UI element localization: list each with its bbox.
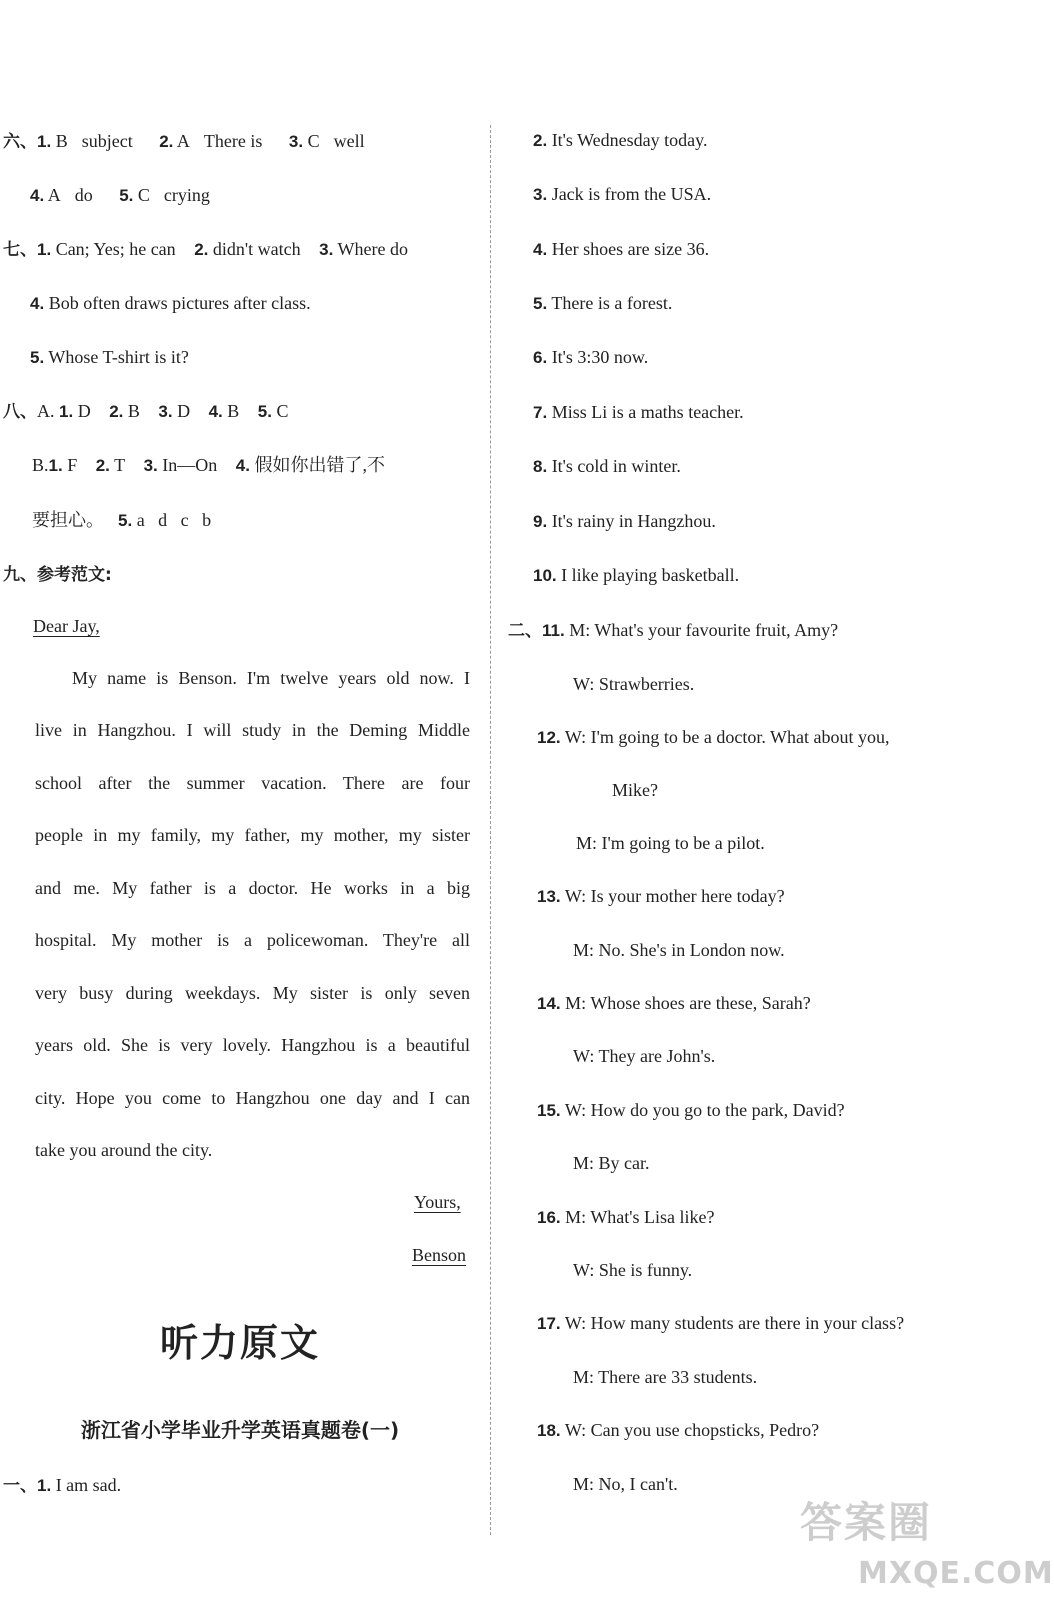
essay-line-1: My name is Benson. I'm twelve years old now. I	[72, 668, 470, 688]
dialogue-13-line-2: M: No. She's in London now.	[573, 940, 785, 960]
essay-line-10: take you around the city.	[35, 1140, 213, 1160]
q9-heading: 九、参考范文:	[3, 565, 112, 585]
dialogue-14-line-2: W: They are John's.	[573, 1046, 716, 1066]
essay-signature: Benson	[412, 1245, 466, 1265]
dialogue-12-line-1: 12. W: I'm going to be a doctor. What about you,	[537, 727, 890, 747]
q8-part-b-line-1: B.1. F 2. T 3. In—On 4. 假如你出错了,不	[32, 455, 385, 475]
essay-line-8: years old. She is very lovely. Hangzhou is a beautiful	[35, 1035, 470, 1055]
dialogue-16-line-2: W: She is funny.	[573, 1260, 693, 1280]
dialogue-12-line-1-cont: Mike?	[612, 780, 658, 800]
q7-line-2: 4. Bob often draws pictures after class.	[30, 293, 311, 313]
dialogue-16-line-1: 16. M: What's Lisa like?	[537, 1207, 715, 1227]
essay-line-2: live in Hangzhou. I will study in the Deming Middle	[35, 720, 470, 740]
q7-line-3: 5. Whose T-shirt is it?	[30, 347, 189, 367]
part1-item-1: 一、1. I am sad.	[3, 1475, 122, 1496]
listening-item-3: 3. Jack is from the USA.	[533, 184, 712, 204]
q6-line-2: 4. A do 5. C crying	[30, 185, 210, 205]
essay-line-3: school after the summer vacation. There are four	[35, 773, 470, 793]
q8-part-a: 八、A. 1. D 2. B 3. D 4. B 5. C	[3, 401, 289, 422]
q6-line-1: 六、1. B subject 2. A There is 3. C well	[3, 131, 365, 152]
dialogue-18-line-1: 18. W: Can you use chopsticks, Pedro?	[537, 1420, 820, 1440]
dialogue-12-line-2: M: I'm going to be a pilot.	[576, 833, 765, 853]
listening-item-8: 8. It's cold in winter.	[533, 456, 681, 476]
listening-item-4: 4. Her shoes are size 36.	[533, 239, 710, 259]
listening-item-5: 5. There is a forest.	[533, 293, 673, 313]
listening-item-10: 10. I like playing basketball.	[533, 565, 740, 585]
dialogue-18-line-2: M: No, I can't.	[573, 1474, 678, 1494]
q7-line-1: 七、1. Can; Yes; he can 2. didn't watch 3. Where do	[3, 239, 408, 260]
exam-subtitle: 浙江省小学毕业升学英语真题卷(一)	[80, 1418, 400, 1442]
essay-closing: Yours,	[414, 1192, 461, 1212]
dialogue-13-line-1: 13. W: Is your mother here today?	[537, 886, 785, 906]
essay-line-9: city. Hope you come to Hangzhou one day and I can	[35, 1088, 470, 1108]
listening-item-2: 2. It's Wednesday today.	[533, 130, 708, 150]
watermark-logo	[800, 1490, 1054, 1602]
listening-script-title: 听力原文	[159, 1320, 320, 1365]
dialogue-11-line-2: W: Strawberries.	[573, 674, 695, 694]
listening-item-6: 6. It's 3:30 now.	[533, 347, 649, 367]
column-divider	[490, 125, 491, 1535]
essay-greeting: Dear Jay,	[33, 616, 100, 636]
q8-part-b-line-2: 要担心。 5. a d c b	[32, 510, 212, 530]
essay-line-5: and me. My father is a doctor. He works in a big	[35, 878, 470, 898]
dialogue-11-line-1: 二、11. M: What's your favourite fruit, Amy?	[508, 620, 839, 641]
dialogue-14-line-1: 14. M: Whose shoes are these, Sarah?	[537, 993, 811, 1013]
dialogue-15-line-2: M: By car.	[573, 1153, 650, 1173]
essay-line-4: people in my family, my father, my mother, my sister	[35, 825, 470, 845]
listening-item-7: 7. Miss Li is a maths teacher.	[533, 402, 744, 422]
listening-item-9: 9. It's rainy in Hangzhou.	[533, 511, 716, 531]
essay-line-7: very busy during weekdays. My sister is only seven	[35, 983, 470, 1003]
watermark-text-top: 答案圈	[800, 1498, 933, 1547]
dialogue-17-line-1: 17. W: How many students are there in your class?	[537, 1313, 905, 1333]
dialogue-15-line-1: 15. W: How do you go to the park, David?	[537, 1100, 845, 1120]
watermark-text-bottom: MXQE.COM	[858, 1556, 1054, 1591]
dialogue-17-line-2: M: There are 33 students.	[573, 1367, 758, 1387]
essay-line-6: hospital. My mother is a policewoman. They're all	[35, 930, 470, 950]
